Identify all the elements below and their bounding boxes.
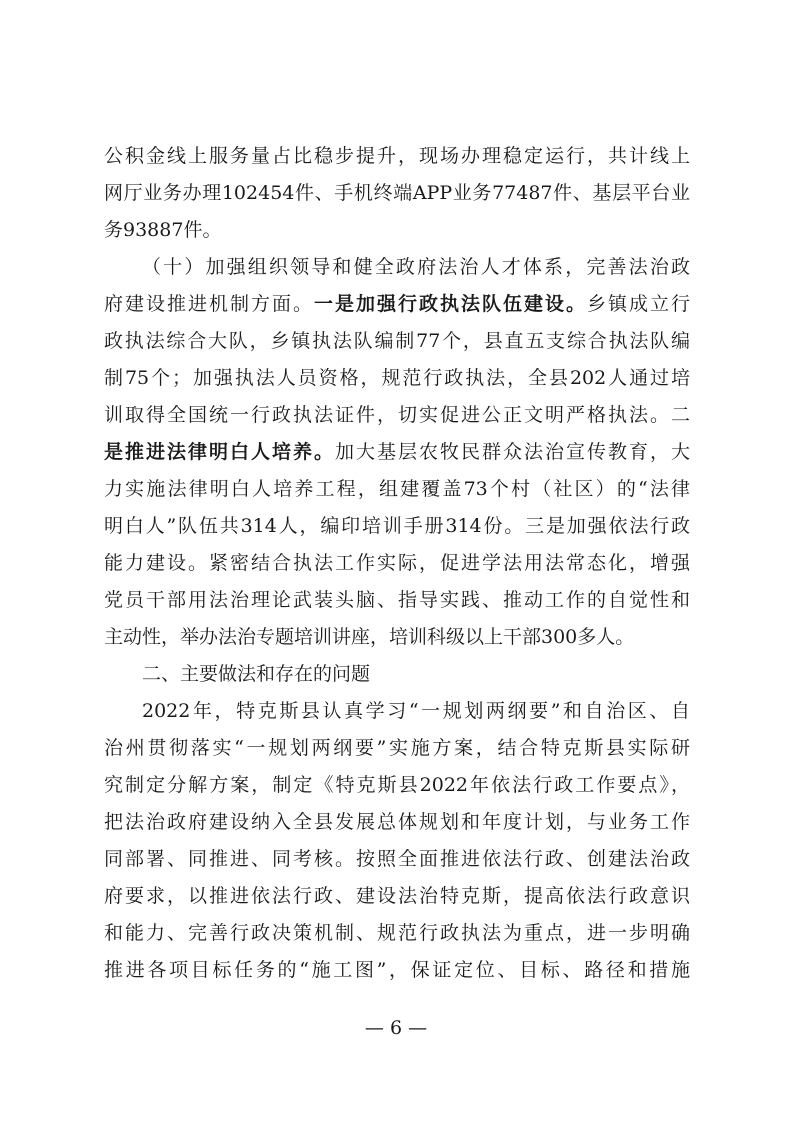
text-line [104,847,690,871]
bold-text-segment: 一是加强行政执法队伍建设。 [313,293,587,315]
text-segment: 乡镇成立行 [586,293,690,315]
text-line [104,921,690,945]
text-segment: 党员干部用法治理论武装头脑、指导实践、推动工作的自觉性和 [104,589,690,611]
text-segment: 加大基层农牧民群众法治宣传教育，大 [335,441,690,463]
text-segment: 二、主要做法和存在的问题 [142,663,371,685]
text-segment: 2022年，特克斯县认真学习“一规划两纲要”和自治区、自 [142,700,690,722]
text-line [104,329,690,353]
text-segment: 府建设推进机制方面。 [104,293,314,315]
text-segment: 推进各项目标任务的“施工图”，保证定位、目标、路径和措施 [104,959,690,981]
text-segment: 网厅业务办理102454件、手机终端APP业务77487件、基层平台业 [104,182,690,204]
text-line [104,440,690,464]
text-line [104,625,690,649]
bold-text-segment: 是推进法律明白人培养。 [104,441,335,463]
text-segment: 务93887件。 [104,219,222,241]
text-line [104,181,690,205]
text-segment: 同部署、同推进、同考核。按照全面推进依法行政、创建法治政 [104,848,690,870]
text-segment: 明白人”队伍共314人，编印培训手册314份。三是加强依法行政 [104,515,690,537]
section-heading [142,662,690,686]
text-segment: 把法治政府建设纳入全县发展总体规划和年度计划，与业务工作 [104,811,690,833]
text-line [142,699,690,723]
text-line [104,514,690,538]
text-segment: 训取得全国统一行政执法证件，切实促进公正文明严格执法。二 [104,404,690,426]
text-line [104,551,690,575]
text-line [104,958,690,982]
text-segment: 府要求，以推进依法行政、建设法治特克斯，提高依法行政意识 [104,885,690,907]
text-line [104,477,690,501]
text-segment: 政执法综合大队，乡镇执法队编制77个，县直五支综合执法队编 [104,330,690,352]
text-segment: 治州贯彻落实“一规划两纲要”实施方案，结合特克斯县实际研 [104,737,690,759]
text-line [104,218,690,242]
text-segment: 公积金线上服务量占比稳步提升，现场办理稳定运行，共计线上 [104,145,690,167]
text-line [142,255,690,279]
text-segment: 制75个；加强执法人员资格，规范行政执法，全县202人通过培 [104,367,690,389]
text-segment: 力实施法律明白人培养工程，组建覆盖73个村（社区）的“法律 [104,478,690,500]
text-line [104,292,690,316]
text-line [104,884,690,908]
page-number: — 6 — [364,1017,428,1039]
text-segment: （十）加强组织领导和健全政府法治人才体系，完善法治政 [142,256,690,278]
text-segment: 和能力、完善行政决策机制、规范行政执法为重点，进一步明确 [104,922,690,944]
text-line [104,366,690,390]
text-segment: 主动性，举办法治专题培训讲座，培训科级以上干部300多人。 [104,626,635,648]
text-line [104,736,690,760]
text-segment: 能力建设。紧密结合执法工作实际，促进学法用法常态化，增强 [104,552,690,574]
text-line [104,144,690,168]
text-line [104,810,690,834]
text-line [104,588,690,612]
text-line [104,403,690,427]
text-line [104,773,690,797]
text-segment: 究制定分解方案，制定《特克斯县2022年依法行政工作要点》， [104,774,690,796]
